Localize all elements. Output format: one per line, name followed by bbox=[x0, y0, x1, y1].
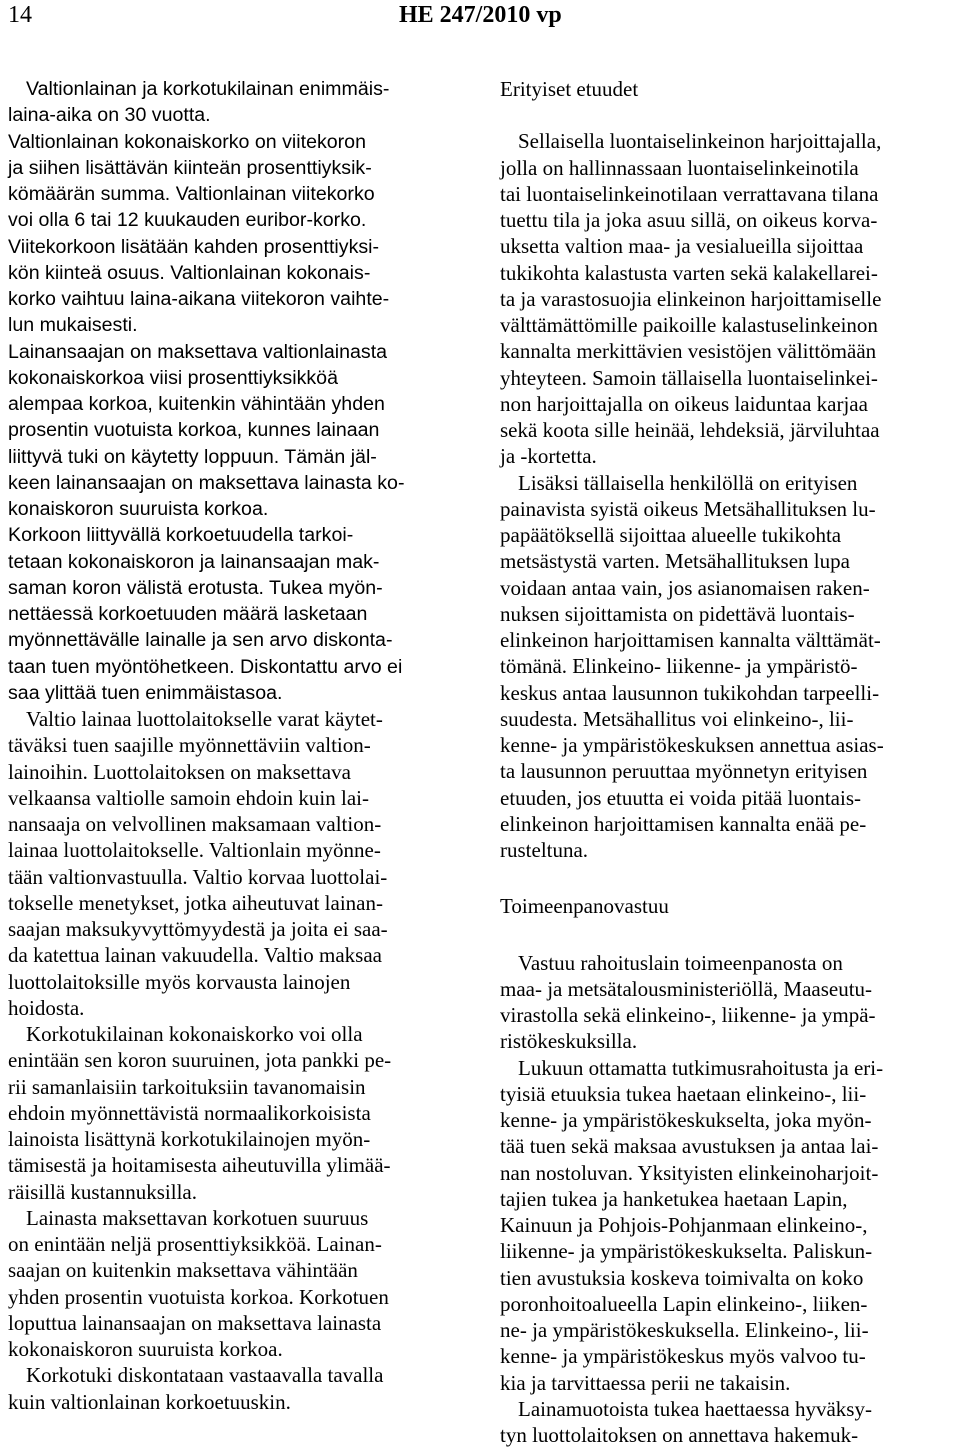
left-paragraph-discounting: Korkotuki diskontataan vastaavalla tavalla kuin valtionlainan korkoetuuskin. bbox=[8, 1363, 384, 1414]
page-number: 14 bbox=[8, 2, 32, 28]
section-spacer bbox=[500, 863, 957, 893]
right-paragraph-responsibility: Vastuu rahoituslain toimeenpanosta on maa- ja metsätalousministeriöllä, Maaseutu- virastolla sekä elinkeino-, liikenne- ja ympä- ristökeskuksilla. bbox=[500, 950, 876, 1054]
section-heading-implementation: Toimeenpanovastuu bbox=[500, 894, 669, 919]
right-paragraph-application: Lukuun ottamatta tutkimusrahoitusta ja eri- tyisiä etuuksia tukea haetaan elinkeino-, lii- kenne- ja ympäristökeskukselta, joka myön- tää tuen sekä maksaa avustuksen ja antaa lai- nan nostoluvan. Yksityisten elinkeinoharjoit- tajien tukea ja hanketukea haetaan Lapin, Kainuun ja Pohjois-Pohjanmaan elinkeino-, liikenne- ja ympäristökeskukselta. Paliskun- tien avustuksia koskeva toimivalta on koko poronhoitoalueella Lapin elinkeino-, liiken- ne- ja ympäristökeskuksella. Elinkeino-, lii- kenne- ja ympäristökeskus myös valvoo tu- kia ja tarvittaessa perii ne takaisin. bbox=[500, 1055, 884, 1395]
heading-spacer bbox=[500, 920, 957, 950]
document-id: HE 247/2010 vp bbox=[399, 2, 562, 28]
left-paragraph-loan-terms: Valtionlainan ja korkotukilainan enimmäis- laina-aika on 30 vuotta. Valtionlainan kokonaiskorko on viitekoron ja siihen lisättävän kiinteän prosenttiyksik- kömäärän summa. Valtionlainan viitekorko voi olla 6 tai 12 kuukauden euribor-korko. Viitekorkoon lisätään kahden prosenttiyksi- kön kiinteä osuus. Valtionlainan kokonais- korko vaihtuu laina-aikana viitekoron vaihte- lun mukaisesti. Lainansaajan on maksettava valtionlainasta kokonaiskorkoa viisi prosenttiyksikköä alempaa korkoa, kuitenkin vähintään yhden prosentin vuotuista korkoa, kunnes lainaan liittyvä tuki on käytetty loppuun. Tämän jäl- keen lainansaajan on maksettava lainasta ko- konaiskoron suuruista korkoa. Korkoon liittyvällä korkoetuudella tarkoi- tetaan kokonaiskoron ja lainansaajan mak- saman koron välistä erotusta. Tukea myön- nettäessä korkoetuuden määrä lasketaan myönnettävälle lainalle ja sen arvo diskonta- taan tuen myöntöhetkeen. Diskontattu arvo ei saa ylittää tuen enimmäistasoa. bbox=[8, 78, 405, 704]
right-paragraph-livelihood-rights: Sellaisella luontaiselinkeinon harjoittajalla, jolla on hallinnassaan luontaiselinkeinotila tai luontaiselinkeinotilaan verrattavana tilana tuettu tila ja joka asuu sillä, on oikeus korva- uksetta valtion maa- ja vesialueilla sijoittaa tukikohta kalastusta varten sekä kalakellarei- ta ja varastosuojia elinkeinon harjoittamiselle välttämättömille paikoille kalastuselinkeinon kannalta merkittävien vesistöjen välittömään yhteyteen. Samoin tällaisella luontaiselinkei- non harjoittajalla on oikeus laiduntaa karjaa sekä koota sille heinää, lehdeksiä, järviluhtaa ja -kortetta. bbox=[500, 129, 882, 469]
section-heading-special-benefits: Erityiset etuudet bbox=[500, 77, 639, 101]
left-column bbox=[8, 76, 466, 1415]
right-paragraph-loan-application: Lainamuotoista tukea haettaessa hyväksy- tyn luottolaitoksen on annettava hakemuk- bbox=[500, 1396, 872, 1447]
left-paragraph-interest-subsidy-rate: Korkotukilainan kokonaiskorko voi olla enintään sen koron suuruinen, jota pankki pe- rii samanlaisiin tarkoituksiin tavanomaisin ehdoin myönnettävistä normaalikorkoisista lainoista lisättynä korkotukilainojen myön- tämisestä ja hoitamisesta aiheutuvilla ylimää- räisillä kustannuksilla. bbox=[8, 1022, 392, 1204]
left-sans-block bbox=[8, 76, 466, 706]
right-column bbox=[500, 76, 957, 1448]
right-paragraph-hunting-base: Lisäksi tällaisella henkilöllä on erityisen painavista syistä oikeus Metsähallituksen lu- papäätöksellä sijoittaa alueelle tukikohta metsästystä varten. Metsähallituksen lupa voidaan antaa vain, jos asianomaisen raken- nuksen sijoittamista on pidettävä luontais- elinkeinon harjoittamisen kannalta välttämät- tömänä. Elinkeino- liikenne- ja ympäristö- keskus antaa lausunnon tukikohdan tarpeelli- suudesta. Metsähallitus voi elinkeino-, lii- kenne- ja ympäristökeskuksen annettua asias- ta lausunnon peruuttaa myönnetyn erityisen etuuden, jos etuutta ei voida pitää luontais- elinkeinon harjoittamisen kannalta enää pe- rusteltuna. bbox=[500, 470, 884, 862]
left-paragraph-state-lends: Valtio lainaa luottolaitokselle varat käytet- täväksi tuen saajille myönnettäviin valtion- lainoihin. Luottolaitoksen on maksettava velkaansa valtiolle samoin ehdoin kuin lai- nansaaja on velvollinen maksamaan valtion- lainaa luottolaitokselle. Valtionlain myönne- tään valtionvastuulla. Valtio korvaa luottolai- tokselle menetykset, jotka aiheutuvat lainan- saajan maksukyvyttömyydestä ja joita ei saa- da katettua lainan vakuudella. Valtio maksaa luottolaitoksille myös korvausta lainojen hoidosta. bbox=[8, 707, 388, 1020]
heading-spacer bbox=[500, 102, 957, 128]
left-paragraph-subsidy-amount: Lainasta maksettavan korkotuen suuruus on enintään neljä prosenttiyksikköä. Lainan- saajan on kuitenkin maksettava vähintään yhden prosentin vuotuista korkoa. Korkotuen loputtua lainansaajan on maksettava lainasta kokonaiskoron suuruista korkoa. bbox=[8, 1205, 389, 1361]
